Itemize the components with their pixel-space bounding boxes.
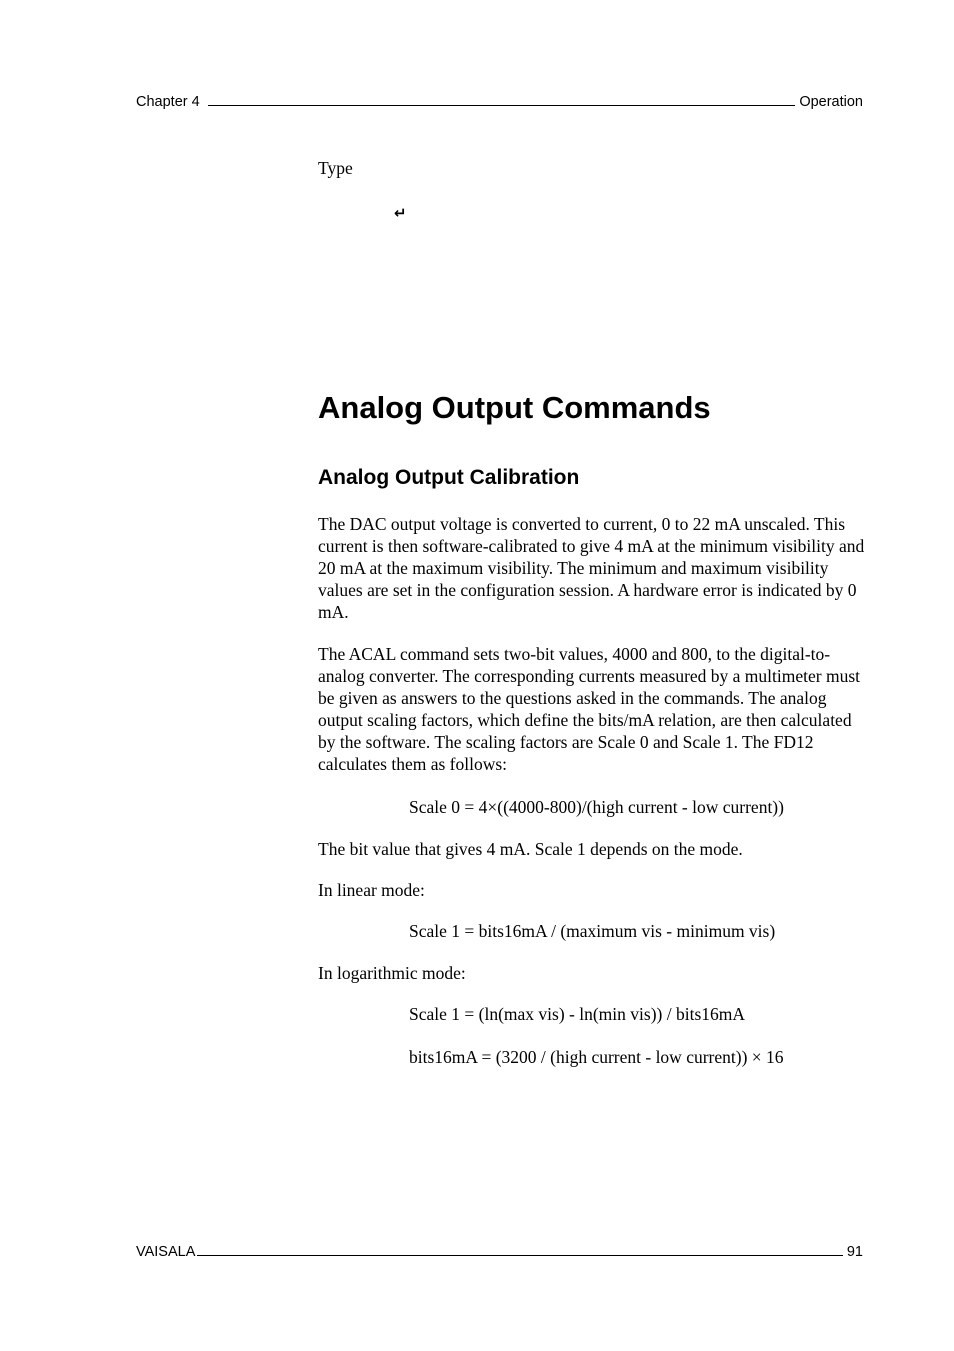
formula-scale0: Scale 0 = 4×((4000-800)/(high current - low current)): [409, 797, 784, 817]
paragraph-dac-output: The DAC output voltage is converted to current, 0 to 22 mA unscaled. This current is then software-calibrated to give 4 mA at the minimum visibility and 20 mA at the maximum visibility. The minimum and maximum visibility values are set in the configuration session. A hardware error is indicated by 0 mA.: [318, 514, 865, 622]
paragraph-linear-mode: In linear mode:: [318, 880, 425, 900]
page-number: 91: [846, 1244, 863, 1260]
subsection-title: Analog Output Calibration: [318, 466, 580, 489]
header-rule: [208, 105, 796, 106]
paragraph-bit-value: The bit value that gives 4 mA. Scale 1 depends on the mode.: [318, 839, 743, 859]
header-section: Operation: [799, 94, 863, 110]
formula-bits16ma: bits16mA = (3200 / (high current - low current)) × 16: [409, 1047, 784, 1067]
footer-rule: [197, 1255, 842, 1256]
paragraph-acal-command: The ACAL command sets two-bit values, 4000 and 800, to the digital-to-analog converter. The corresponding currents measured by a multimeter must be given as answers to the questions asked in the commands. The analog output scaling factors, which define the bits/mA relation, are then calculated by the software. The scaling factors are Scale 0 and Scale 1. The FD12 calculates them as follows:: [318, 644, 861, 774]
enter-key-icon: ↵: [394, 204, 407, 222]
formula-scale1-log: Scale 1 = (ln(max vis) - ln(min vis)) / bits16mA: [409, 1004, 746, 1024]
page-header: [136, 90, 863, 110]
type-label: Type: [318, 158, 353, 178]
header-chapter: Chapter 4: [136, 94, 200, 110]
page-footer: [136, 1240, 863, 1260]
section-title: Analog Output Commands: [318, 390, 711, 425]
paragraph-log-mode: In logarithmic mode:: [318, 963, 466, 983]
footer-company: VAISALA: [136, 1244, 196, 1260]
formula-scale1-linear: Scale 1 = bits16mA / (maximum vis - minimum vis): [409, 921, 776, 941]
